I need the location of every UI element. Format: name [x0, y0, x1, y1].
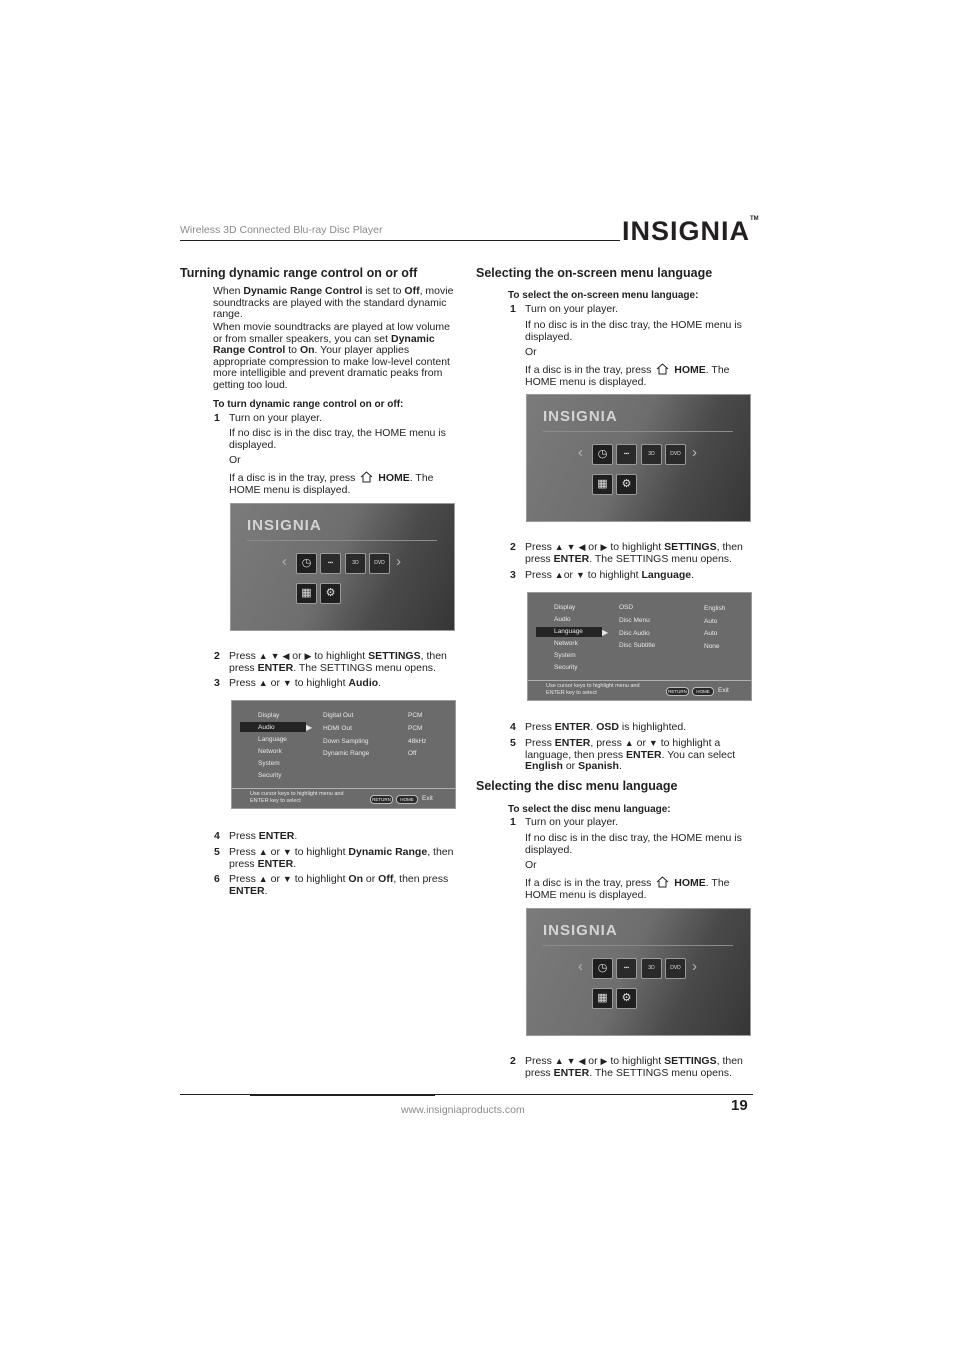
right-step-2: 2 Press ▲ ▼ ◀ or ▶ to highlight SETTINGS, then press ENTER. The SETTINGS menu opens. [510, 541, 743, 565]
menu-item-network: Network [554, 640, 578, 647]
hint-line-1: Use cursor keys to highlight menu and [546, 683, 640, 689]
menu-arrow-icon: ▶ [602, 628, 609, 637]
document-title: Wireless 3D Connected Blu-ray Disc Player [180, 224, 383, 236]
page-number: 19 [731, 1097, 748, 1114]
clock-icon: ◷ [296, 553, 317, 574]
settings-language-screenshot [527, 592, 752, 701]
down-arrow-icon: ▼ [270, 651, 280, 661]
chevron-right-icon: › [692, 958, 697, 975]
value-osd: English [704, 605, 726, 612]
settings-audio-screenshot [231, 700, 456, 809]
value-down-sampling: 48kHz [408, 738, 427, 745]
return-key-label: RETURN [666, 687, 689, 696]
apps-grid-icon: ▦ [296, 583, 317, 604]
footer-accent-rule [250, 1094, 435, 1096]
disc-3d-tile: 3D [641, 958, 662, 979]
settings-divider [528, 680, 751, 681]
section-title-osd-language: Selecting the on-screen menu language [476, 266, 713, 280]
option-hdmi-out: HDMI Out [323, 725, 352, 732]
settings-gear-icon: ⚙ [320, 583, 341, 604]
subhead-osd-language: To select the on-screen menu language: [508, 290, 699, 301]
settings-gear-icon: ⚙ [616, 988, 637, 1009]
clock-icon: ◷ [592, 958, 613, 979]
section-title-dynamic-range: Turning dynamic range control on or off [180, 266, 418, 280]
chevron-left-icon: ‹ [578, 444, 583, 461]
option-disc-audio: Disc Audio [619, 630, 650, 637]
menu-arrow-icon: ▶ [306, 723, 313, 732]
hint-line-1: Use cursor keys to highlight menu and [250, 791, 344, 797]
value-dynamic-range: Off [408, 750, 417, 757]
up-arrow-icon: ▲ [554, 1056, 564, 1066]
value-disc-menu: Auto [704, 618, 718, 625]
chevron-right-icon: › [692, 444, 697, 461]
menu-item-audio: Audio [258, 724, 275, 731]
option-dynamic-range: Dynamic Range [323, 750, 370, 757]
up-arrow-icon: ▲ [258, 651, 268, 661]
chevron-left-icon: ‹ [282, 553, 287, 570]
disc-step-1-disc: If a disc is in the tray, press HOME. The HOME menu is displayed. [525, 877, 730, 901]
down-arrow-icon: ▼ [282, 678, 292, 688]
chevron-left-icon: ‹ [578, 958, 583, 975]
value-digital-out: PCM [408, 712, 423, 719]
right-arrow-icon: ▶ [600, 1056, 608, 1066]
menu-item-network: Network [258, 748, 282, 755]
option-disc-subtitle: Disc Subtitle [619, 642, 656, 649]
screen-logo: INSIGNIA [247, 517, 322, 534]
menu-item-display: Display [258, 712, 280, 719]
menu-item-security: Security [554, 664, 578, 671]
menu-item-display: Display [554, 604, 576, 611]
disc-dvd-tile: DVD [369, 553, 390, 574]
footer-url: www.insigniaproducts.com [401, 1104, 525, 1116]
media-tile: ▪▪▪ [616, 958, 637, 979]
home-menu-screenshot [526, 394, 751, 522]
menu-item-system: System [258, 760, 280, 767]
hint-line-2: ENTER key to select [546, 690, 597, 696]
home-key-label: HOME [396, 795, 418, 804]
left-arrow-icon: ◀ [578, 542, 586, 552]
left-step-4: 4 Press ENTER. [214, 830, 298, 842]
subhead-turn-dynamic-range: To turn dynamic range control on or off: [213, 399, 404, 410]
disc-dvd-tile: DVD [665, 958, 686, 979]
up-arrow-icon: ▲ [624, 738, 634, 748]
disc-dvd-tile: DVD [665, 444, 686, 465]
up-arrow-icon: ▲ [258, 874, 268, 884]
right-arrow-icon: ▶ [304, 651, 312, 661]
right-step-1: 1 Turn on your player. [510, 303, 618, 315]
media-tile: ▪▪▪ [320, 553, 341, 574]
disc-3d-tile: 3D [345, 553, 366, 574]
up-arrow-icon: ▲ [258, 847, 268, 857]
disc-step-2: 2 Press ▲ ▼ ◀ or ▶ to highlight SETTINGS, then press ENTER. The SETTINGS menu opens. [510, 1055, 743, 1079]
clock-icon: ◷ [592, 444, 613, 465]
value-hdmi-out: PCM [408, 725, 423, 732]
settings-divider [232, 788, 455, 789]
left-step-1: 1 Turn on your player. [214, 412, 322, 424]
apps-grid-icon: ▦ [592, 474, 613, 495]
disc-step-1-or: Or [525, 859, 537, 871]
settings-gear-icon: ⚙ [616, 474, 637, 495]
left-step-5: 5 Press ▲ or ▼ to highlight Dynamic Range, then press ENTER. [214, 846, 454, 870]
option-disc-menu: Disc Menu [619, 617, 650, 624]
left-step-3: 3 Press ▲ or ▼ to highlight Audio. [214, 677, 382, 689]
option-digital-out: Digital Out [323, 712, 354, 719]
apps-grid-icon: ▦ [592, 988, 613, 1009]
home-menu-screenshot [526, 908, 751, 1036]
hint-line-2: ENTER key to select [250, 798, 301, 804]
disc-step-1: 1 Turn on your player. [510, 816, 618, 828]
right-step-1-disc: If a disc is in the tray, press HOME. The HOME menu is displayed. [525, 364, 730, 388]
right-step-1-no-disc: If no disc is in the disc tray, the HOME menu is displayed. [525, 319, 742, 343]
intro-paragraph-2: When movie soundtracks are played at low volume or from smaller speakers, you can set Dynamic Range Control to On. Your player applies appropriate compression to make low-level content more intelligible and prevent dramatic peaks from getting too loud. [213, 321, 450, 391]
value-disc-audio: Auto [704, 630, 718, 637]
screen-divider [543, 945, 733, 946]
disc-step-1-no-disc: If no disc is in the disc tray, the HOME menu is displayed. [525, 832, 742, 856]
home-key-label: HOME [692, 687, 714, 696]
down-arrow-icon: ▼ [282, 847, 292, 857]
exit-label: Exit [422, 795, 433, 802]
up-arrow-icon: ▲ [554, 570, 564, 580]
left-step-1-disc: If a disc is in the tray, press HOME. The HOME menu is displayed. [229, 472, 434, 496]
left-arrow-icon: ◀ [282, 651, 290, 661]
right-step-5: 5 Press ENTER, press ▲ or ▼ to highlight a language, then press ENTER. You can select English or Spanish. [510, 737, 736, 772]
right-step-4: 4 Press ENTER. OSD is highlighted. [510, 721, 687, 733]
screen-divider [543, 431, 733, 432]
media-tile: ▪▪▪ [616, 444, 637, 465]
option-down-sampling: Down Sampling [323, 738, 369, 745]
screen-logo: INSIGNIA [543, 922, 618, 939]
left-step-1-or: Or [229, 454, 241, 466]
left-step-6: 6 Press ▲ or ▼ to highlight On or Off, then press ENTER. [214, 873, 449, 897]
menu-item-system: System [554, 652, 576, 659]
menu-item-security: Security [258, 772, 282, 779]
home-icon [656, 363, 669, 375]
option-osd: OSD [619, 604, 634, 611]
down-arrow-icon: ▼ [282, 874, 292, 884]
insignia-logo: INSIGNIA™ [622, 216, 759, 246]
subhead-disc-menu-language: To select the disc menu language: [508, 804, 671, 815]
right-step-1-or: Or [525, 346, 537, 358]
down-arrow-icon: ▼ [575, 570, 585, 580]
home-icon [360, 471, 373, 483]
chevron-right-icon: › [396, 553, 401, 570]
menu-item-language: Language [258, 736, 287, 743]
intro-paragraph-1: When Dynamic Range Control is set to Off, movie soundtracks are played with the standard dynamic range. [213, 285, 454, 320]
return-key-label: RETURN [370, 795, 393, 804]
up-arrow-icon: ▲ [258, 678, 268, 688]
left-step-1-no-disc: If no disc is in the disc tray, the HOME menu is displayed. [229, 427, 446, 451]
down-arrow-icon: ▼ [566, 1056, 576, 1066]
menu-item-audio: Audio [554, 616, 571, 623]
home-icon [656, 876, 669, 888]
header-rule [180, 240, 620, 241]
left-step-2: 2 Press ▲ ▼ ◀ or ▶ to highlight SETTINGS, then press ENTER. The SETTINGS menu opens. [214, 650, 447, 674]
down-arrow-icon: ▼ [648, 738, 658, 748]
section-title-disc-menu-language: Selecting the disc menu language [476, 779, 678, 793]
menu-item-language: Language [554, 628, 583, 635]
home-menu-screenshot [230, 503, 455, 631]
exit-label: Exit [718, 687, 729, 694]
screen-logo: INSIGNIA [543, 408, 618, 425]
right-arrow-icon: ▶ [600, 542, 608, 552]
right-step-3: 3 Press ▲or ▼ to highlight Language. [510, 569, 695, 581]
up-arrow-icon: ▲ [554, 542, 564, 552]
screen-divider [247, 540, 437, 541]
disc-3d-tile: 3D [641, 444, 662, 465]
down-arrow-icon: ▼ [566, 542, 576, 552]
value-disc-subtitle: None [704, 643, 720, 650]
left-arrow-icon: ◀ [578, 1056, 586, 1066]
